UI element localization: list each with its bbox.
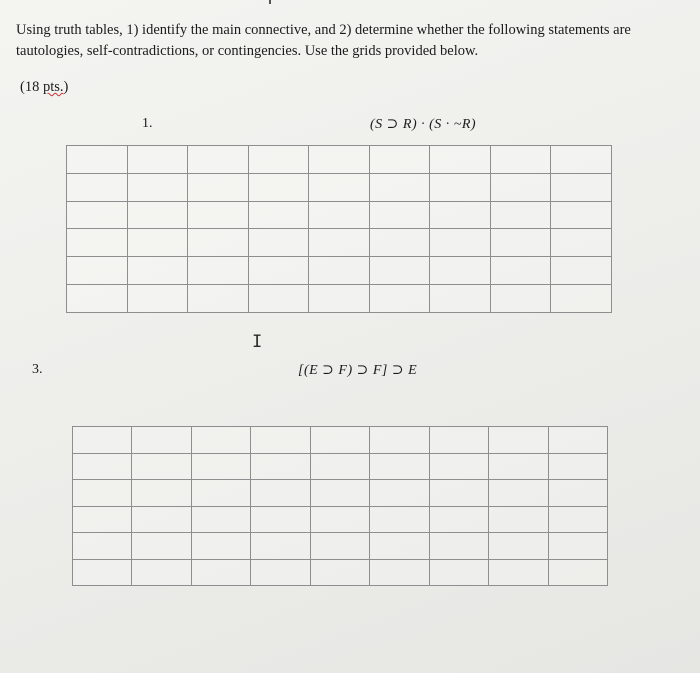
text-cursor-icon: I bbox=[252, 332, 263, 352]
grid-cell[interactable] bbox=[370, 480, 429, 507]
grid-cell[interactable] bbox=[429, 559, 488, 586]
grid-cell[interactable] bbox=[310, 506, 369, 533]
grid-cell[interactable] bbox=[127, 229, 188, 257]
grid-cell[interactable] bbox=[369, 173, 430, 201]
grid-cell[interactable] bbox=[310, 533, 369, 560]
grid-cell[interactable] bbox=[67, 229, 128, 257]
grid-row bbox=[73, 453, 608, 480]
grid-row bbox=[67, 257, 612, 285]
grid-cell[interactable] bbox=[490, 173, 551, 201]
grid-cell[interactable] bbox=[188, 285, 249, 313]
grid-cell[interactable] bbox=[127, 173, 188, 201]
grid-cell[interactable] bbox=[489, 453, 548, 480]
grid-cell[interactable] bbox=[370, 559, 429, 586]
grid-cell[interactable] bbox=[309, 257, 370, 285]
grid-cell[interactable] bbox=[551, 285, 612, 313]
grid-cell[interactable] bbox=[127, 285, 188, 313]
problem-1-number: 1. bbox=[142, 116, 153, 131]
grid-cell[interactable] bbox=[67, 173, 128, 201]
grid-cell[interactable] bbox=[310, 427, 369, 454]
grid-cell[interactable] bbox=[248, 146, 309, 174]
grid-cell[interactable] bbox=[251, 533, 310, 560]
grid-cell[interactable] bbox=[309, 146, 370, 174]
grid-cell[interactable] bbox=[490, 201, 551, 229]
grid-cell[interactable] bbox=[430, 201, 491, 229]
grid-cell[interactable] bbox=[309, 229, 370, 257]
grid-cell[interactable] bbox=[551, 229, 612, 257]
grid-cell[interactable] bbox=[489, 559, 548, 586]
grid-cell[interactable] bbox=[430, 285, 491, 313]
grid-cell[interactable] bbox=[67, 257, 128, 285]
grid-cell[interactable] bbox=[489, 533, 548, 560]
grid-cell[interactable] bbox=[369, 146, 430, 174]
grid-cell[interactable] bbox=[551, 146, 612, 174]
grid-cell[interactable] bbox=[67, 201, 128, 229]
grid-row bbox=[67, 146, 612, 174]
grid-cell[interactable] bbox=[548, 533, 608, 560]
grid-cell[interactable] bbox=[548, 506, 608, 533]
grid-cell[interactable] bbox=[191, 427, 250, 454]
grid-cell[interactable] bbox=[370, 427, 429, 454]
grid-cell[interactable] bbox=[73, 533, 132, 560]
grid-cell[interactable] bbox=[309, 201, 370, 229]
grid-cell[interactable] bbox=[132, 506, 191, 533]
grid-cell[interactable] bbox=[191, 559, 250, 586]
grid-cell[interactable] bbox=[429, 427, 488, 454]
grid-cell[interactable] bbox=[430, 257, 491, 285]
problem-3-formula: [(E ⊃ F) ⊃ F] ⊃ E bbox=[298, 363, 418, 378]
grid-cell[interactable] bbox=[370, 453, 429, 480]
grid-cell[interactable] bbox=[310, 480, 369, 507]
grid-cell[interactable] bbox=[191, 533, 250, 560]
grid-cell[interactable] bbox=[251, 427, 310, 454]
grid-cell[interactable] bbox=[310, 453, 369, 480]
grid-cell[interactable] bbox=[73, 427, 132, 454]
grid-row bbox=[67, 285, 612, 313]
grid-cell[interactable] bbox=[490, 229, 551, 257]
grid-cell[interactable] bbox=[251, 480, 310, 507]
problem-3-number: 3. bbox=[32, 362, 43, 377]
grid-cell[interactable] bbox=[369, 229, 430, 257]
grid-cell[interactable] bbox=[370, 506, 429, 533]
grid-cell[interactable] bbox=[67, 285, 128, 313]
grid-row bbox=[73, 427, 608, 454]
grid-cell[interactable] bbox=[490, 257, 551, 285]
truth-table-grid-3[interactable] bbox=[72, 426, 608, 586]
grid-cell[interactable] bbox=[73, 559, 132, 586]
grid-cell[interactable] bbox=[551, 173, 612, 201]
grid-row bbox=[73, 533, 608, 560]
grid-row bbox=[67, 173, 612, 201]
points-label: (18 pts.) bbox=[20, 79, 69, 95]
grid-cell[interactable] bbox=[248, 257, 309, 285]
grid-cell[interactable] bbox=[67, 146, 128, 174]
grid-cell[interactable] bbox=[132, 427, 191, 454]
page-top-mark bbox=[269, 0, 271, 4]
grid-cell[interactable] bbox=[248, 285, 309, 313]
grid-cell[interactable] bbox=[127, 257, 188, 285]
grid-cell[interactable] bbox=[429, 453, 488, 480]
grid-row bbox=[73, 480, 608, 507]
grid-cell[interactable] bbox=[429, 533, 488, 560]
grid-cell[interactable] bbox=[430, 229, 491, 257]
grid-cell[interactable] bbox=[309, 285, 370, 313]
grid-cell[interactable] bbox=[430, 173, 491, 201]
instructions-text: Using truth tables, 1) identify the main connective, and 2) determine whether the following statements are tautologies, self-contradictions, or contingencies. Use the grids provided below. bbox=[16, 22, 631, 59]
grid-cell[interactable] bbox=[489, 427, 548, 454]
grid-cell[interactable] bbox=[248, 201, 309, 229]
grid-cell[interactable] bbox=[73, 506, 132, 533]
grid-cell[interactable] bbox=[132, 559, 191, 586]
grid-cell[interactable] bbox=[309, 173, 370, 201]
truth-table-grid-1[interactable] bbox=[66, 145, 612, 313]
grid-cell[interactable] bbox=[369, 257, 430, 285]
grid-cell[interactable] bbox=[369, 201, 430, 229]
grid-cell[interactable] bbox=[369, 285, 430, 313]
grid-cell[interactable] bbox=[127, 146, 188, 174]
grid-cell[interactable] bbox=[251, 453, 310, 480]
points-abbrev: pts. bbox=[42, 79, 64, 95]
grid-row bbox=[67, 229, 612, 257]
grid-cell[interactable] bbox=[551, 201, 612, 229]
grid-row bbox=[73, 506, 608, 533]
grid-cell[interactable] bbox=[370, 533, 429, 560]
grid-cell[interactable] bbox=[188, 201, 249, 229]
grid-cell[interactable] bbox=[188, 146, 249, 174]
grid-cell[interactable] bbox=[132, 453, 191, 480]
grid-cell[interactable] bbox=[191, 453, 250, 480]
grid-cell[interactable] bbox=[132, 533, 191, 560]
grid-cell[interactable] bbox=[251, 559, 310, 586]
grid-cell[interactable] bbox=[548, 480, 608, 507]
grid-cell[interactable] bbox=[251, 506, 310, 533]
grid-cell[interactable] bbox=[73, 480, 132, 507]
grid-cell[interactable] bbox=[548, 427, 608, 454]
grid-cell[interactable] bbox=[430, 146, 491, 174]
grid-cell[interactable] bbox=[132, 480, 191, 507]
grid-cell[interactable] bbox=[191, 506, 250, 533]
grid-row bbox=[73, 559, 608, 586]
grid-cell[interactable] bbox=[127, 201, 188, 229]
grid-cell[interactable] bbox=[548, 453, 608, 480]
grid-row bbox=[67, 201, 612, 229]
grid-cell[interactable] bbox=[490, 146, 551, 174]
grid-cell[interactable] bbox=[490, 285, 551, 313]
grid-cell[interactable] bbox=[73, 453, 132, 480]
grid-cell[interactable] bbox=[489, 506, 548, 533]
grid-cell[interactable] bbox=[188, 229, 249, 257]
problem-1-formula: (S ⊃ R) · (S · ~R) bbox=[370, 117, 477, 132]
grid-cell[interactable] bbox=[248, 229, 309, 257]
grid-cell[interactable] bbox=[248, 173, 309, 201]
grid-cell[interactable] bbox=[191, 480, 250, 507]
grid-cell[interactable] bbox=[310, 559, 369, 586]
grid-cell[interactable] bbox=[548, 559, 608, 586]
grid-cell[interactable] bbox=[551, 257, 612, 285]
grid-cell[interactable] bbox=[489, 480, 548, 507]
grid-cell[interactable] bbox=[188, 173, 249, 201]
grid-cell[interactable] bbox=[429, 480, 488, 507]
grid-cell[interactable] bbox=[429, 506, 488, 533]
grid-cell[interactable] bbox=[188, 257, 249, 285]
